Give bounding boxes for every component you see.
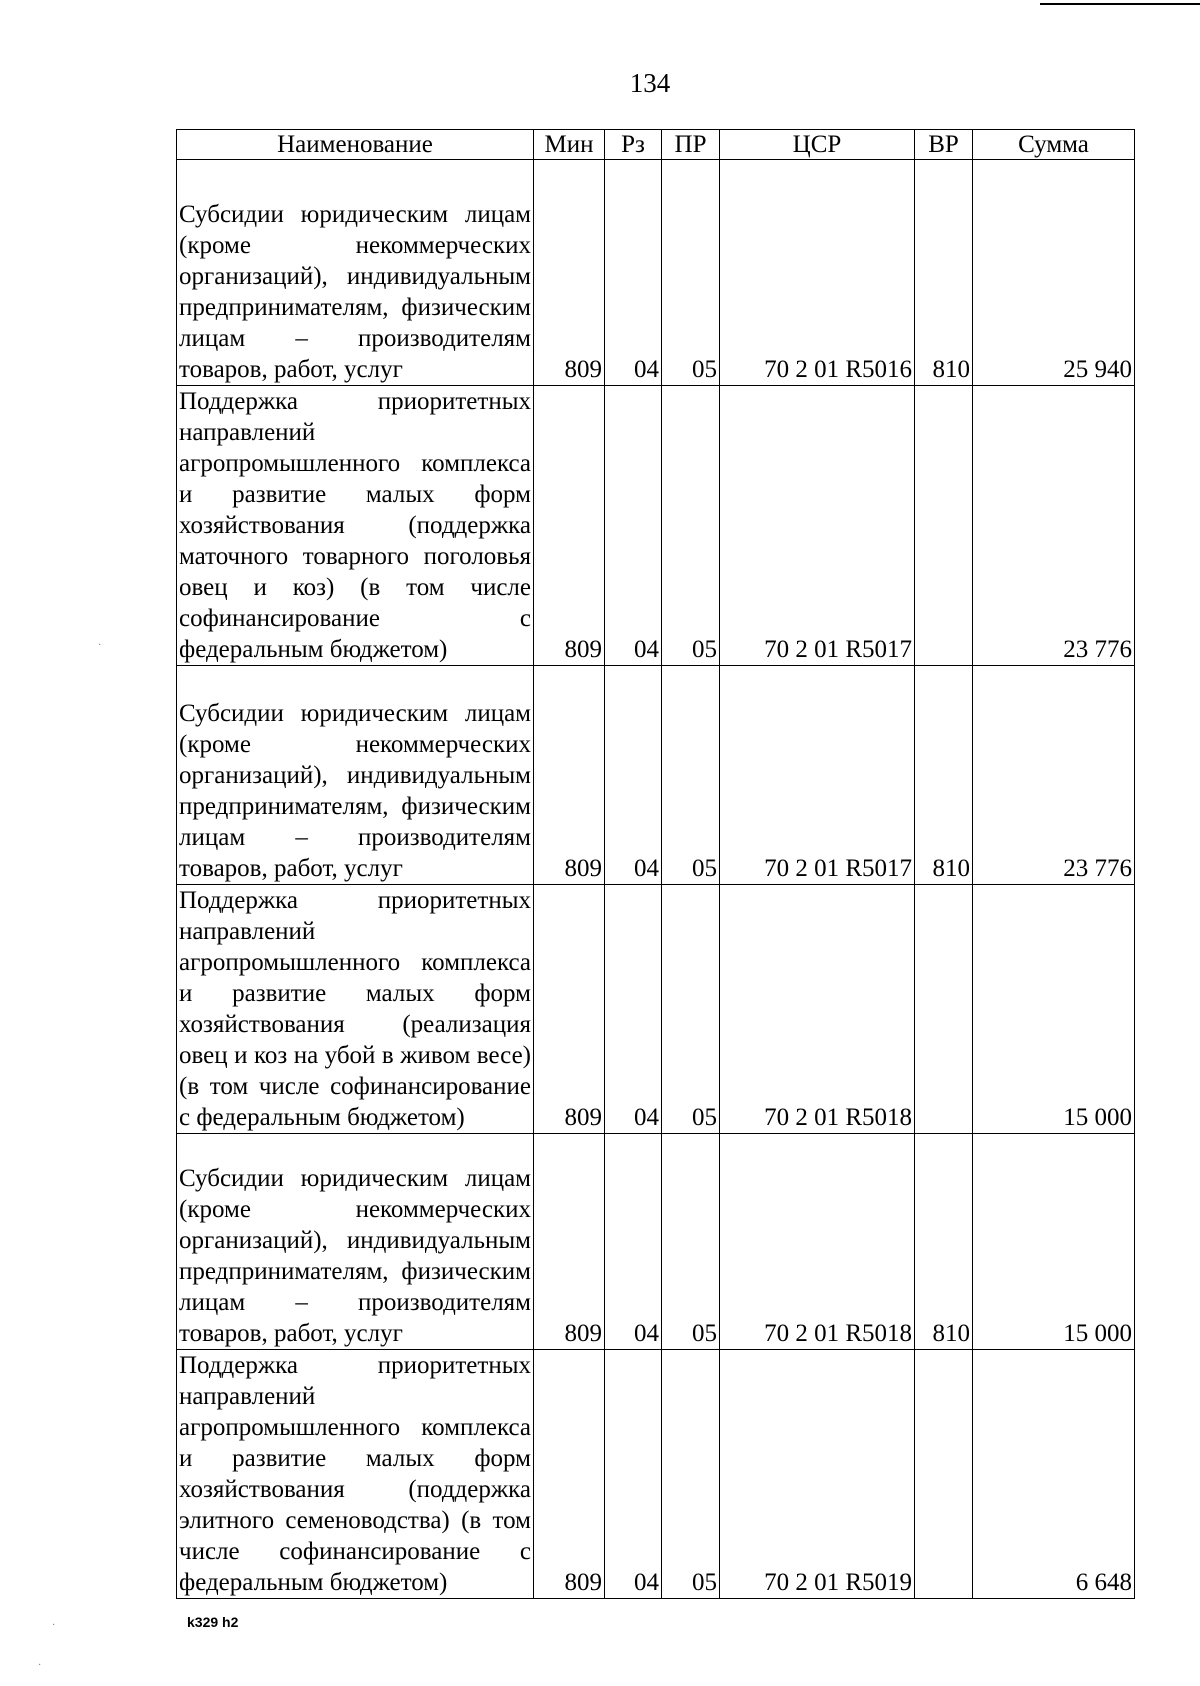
row-pr: 05 xyxy=(662,666,720,885)
row-rz: 04 xyxy=(605,1350,662,1599)
row-sum: 23 776 xyxy=(973,666,1135,885)
table-row xyxy=(177,1134,1135,1350)
row-vr xyxy=(915,386,973,666)
table-header-row xyxy=(177,130,1135,160)
row-vr xyxy=(915,1350,973,1599)
table-row xyxy=(177,666,1135,885)
row-csr: 70 2 01 R5016 xyxy=(720,160,915,386)
row-pr: 05 xyxy=(662,386,720,666)
header-min: Мин xyxy=(534,130,605,160)
row-name: Поддержка приоритетных направлений агропромышленного комплекса и развитие малых форм хозяйствования (реализация овец и коз на убой в живом весе) (в том числе софинансирование с федеральным бюджетом) xyxy=(177,885,534,1134)
row-pr: 05 xyxy=(662,885,720,1134)
row-min: 809 xyxy=(534,666,605,885)
row-pr: 05 xyxy=(662,1134,720,1350)
header-rz: Рз xyxy=(605,130,662,160)
header-name: Наименование xyxy=(177,130,534,160)
row-rz: 04 xyxy=(605,1134,662,1350)
scan-speck: · xyxy=(98,640,102,651)
table-row xyxy=(177,386,1135,666)
row-sum: 15 000 xyxy=(973,1134,1135,1350)
row-csr: 70 2 01 R5019 xyxy=(720,1350,915,1599)
row-min: 809 xyxy=(534,160,605,386)
budget-table xyxy=(176,129,1135,1599)
header-csr: ЦСР xyxy=(720,130,915,160)
row-sum: 15 000 xyxy=(973,885,1135,1134)
row-vr: 810 xyxy=(915,1134,973,1350)
header-sum: Сумма xyxy=(973,130,1135,160)
table-row xyxy=(177,1350,1135,1599)
row-vr: 810 xyxy=(915,160,973,386)
row-sum: 23 776 xyxy=(973,386,1135,666)
row-name: Субсидии юридическим лицам (кроме некоммерческих организаций), индивидуальным предпринимателям, физическим лицам – производителям товаров, работ, услуг xyxy=(177,1134,534,1350)
row-min: 809 xyxy=(534,1350,605,1599)
row-pr: 05 xyxy=(662,160,720,386)
document-footer-code: k329 h2 xyxy=(187,1614,239,1630)
row-name: Субсидии юридическим лицам (кроме некоммерческих организаций), индивидуальным предпринимателям, физическим лицам – производителям товаров, работ, услуг xyxy=(177,160,534,386)
row-min: 809 xyxy=(534,386,605,666)
row-csr: 70 2 01 R5018 xyxy=(720,885,915,1134)
row-vr: 810 xyxy=(915,666,973,885)
row-name: Субсидии юридическим лицам (кроме некоммерческих организаций), индивидуальным предпринимателям, физическим лицам – производителям товаров, работ, услуг xyxy=(177,666,534,885)
row-min: 809 xyxy=(534,1134,605,1350)
row-vr xyxy=(915,885,973,1134)
row-rz: 04 xyxy=(605,386,662,666)
row-csr: 70 2 01 R5017 xyxy=(720,386,915,666)
row-sum: 25 940 xyxy=(973,160,1135,386)
header-pr: ПР xyxy=(662,130,720,160)
row-sum: 6 648 xyxy=(973,1350,1135,1599)
row-csr: 70 2 01 R5018 xyxy=(720,1134,915,1350)
page-corner-line xyxy=(1040,3,1200,5)
scan-speck: · xyxy=(52,1620,56,1631)
header-vr: ВР xyxy=(915,130,973,160)
row-csr: 70 2 01 R5017 xyxy=(720,666,915,885)
row-pr: 05 xyxy=(662,1350,720,1599)
page-number: 134 xyxy=(629,68,671,98)
row-name: Поддержка приоритетных направлений агропромышленного комплекса и развитие малых форм хозяйствования (поддержка элитного семеноводства) (в том числе софинансирование с федеральным бюджетом) xyxy=(177,1350,534,1599)
row-rz: 04 xyxy=(605,160,662,386)
scan-speck: · xyxy=(38,1660,42,1671)
row-rz: 04 xyxy=(605,666,662,885)
table-row xyxy=(177,885,1135,1134)
row-rz: 04 xyxy=(605,885,662,1134)
table-row xyxy=(177,160,1135,386)
row-min: 809 xyxy=(534,885,605,1134)
row-name: Поддержка приоритетных направлений агропромышленного комплекса и развитие малых форм хозяйствования (поддержка маточного товарного поголовья овец и коз) (в том числе софинансирование с федеральным бюджетом) xyxy=(177,386,534,666)
